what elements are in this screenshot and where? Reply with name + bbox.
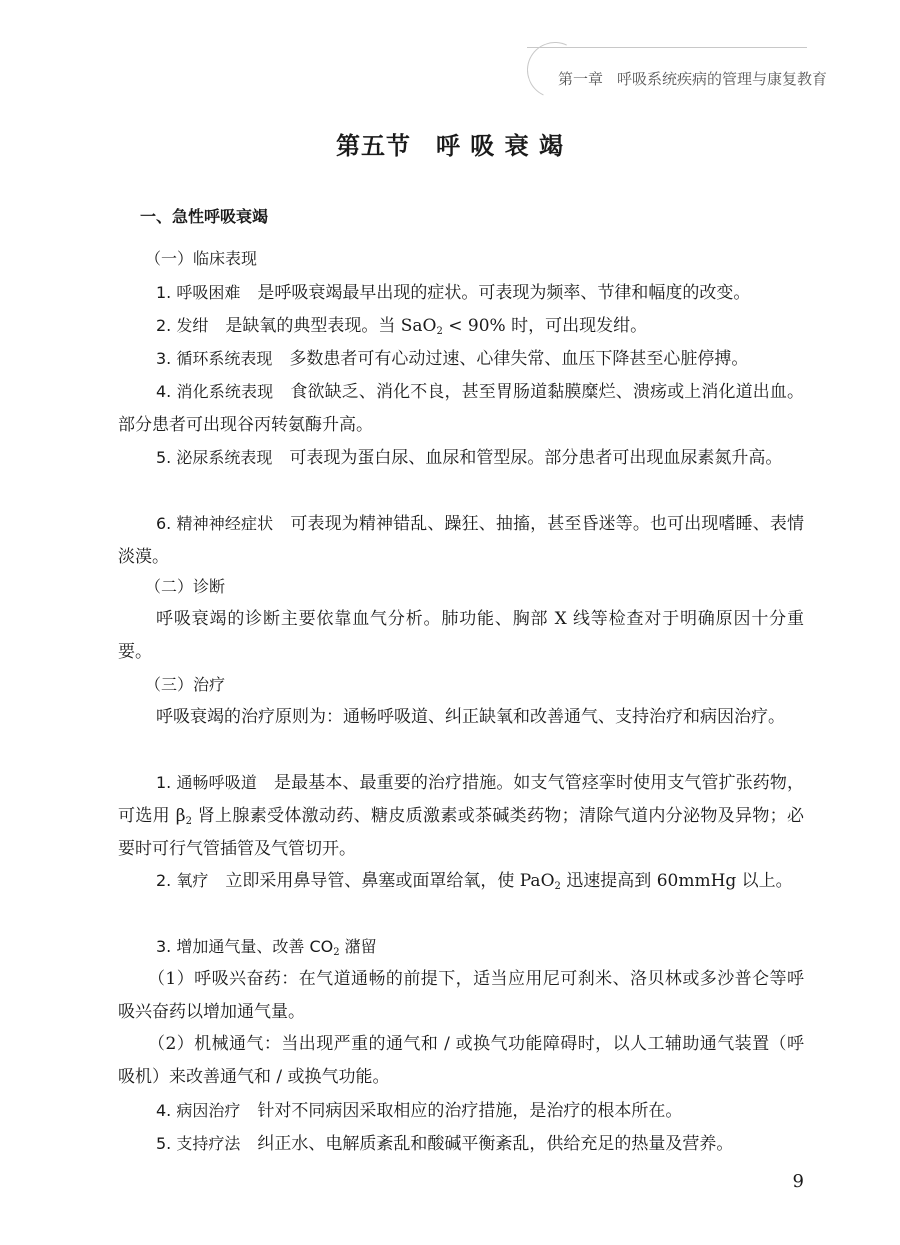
diagnosis-paragraph: 呼吸衰竭的诊断主要依靠血气分析。肺功能、胸部 X 线等检查对于明确原因十分重要。 bbox=[118, 609, 804, 662]
item-lead: 2. 发绀 bbox=[156, 316, 209, 335]
item-urinary: 5. 泌尿系统表现 可表现为蛋白尿、血尿和管型尿。部分患者可出现血尿素氮升高。 bbox=[156, 448, 783, 468]
section-title: 第五节 呼 吸 衰 竭 bbox=[335, 131, 565, 160]
item-lead: 2. 氧疗 bbox=[156, 871, 209, 890]
treatment-supportive: 5. 支持疗法 纠正水、电解质紊乱和酸碱平衡紊乱，供给充足的热量及营养。 bbox=[156, 1134, 734, 1154]
treatment-mechanical-ventilation: （2）机械通气：当出现严重的通气和 / 或换气功能障碍时，以人工辅助通气装置（呼吸机）来改善通气和 / 或换气功能。 bbox=[118, 1034, 804, 1087]
running-head bbox=[558, 68, 827, 89]
treatment-airway: 1. 通畅呼吸道 是最基本、最重要的治疗措施。如支气管痉挛时使用支气管扩张药物，可选用 $\beta_2$ 肾上腺素受体激动药、糖皮质激素或茶碱类药物；清除气道内分泌物及异物；必要时可行气管插管及气管切开。 bbox=[118, 773, 805, 859]
item-lead: 4. 消化系统表现 bbox=[156, 382, 274, 401]
item-cyanosis: 2. 发绀 是缺氧的典型表现。当 SaO$_2$ < 90% 时，可出现发绀。 bbox=[156, 316, 648, 337]
item-lead: 5. 泌尿系统表现 bbox=[156, 448, 273, 467]
item-lead: 5. 支持疗法 bbox=[156, 1134, 241, 1153]
item-circulatory: 3. 循环系统表现 多数患者可有心动过速、心律失常、血压下降甚至心脏停搏。 bbox=[156, 349, 749, 369]
chapter-number: 第一章 bbox=[558, 70, 604, 88]
page-number: 9 bbox=[792, 1171, 804, 1192]
treatment-respiratory-stimulants: （1）呼吸兴奋药：在气道通畅的前提下，适当应用尼可刹米、洛贝林或多沙普仑等呼吸兴奋药以增加通气量。 bbox=[118, 969, 804, 1022]
heading-acute-respiratory-failure: 一、急性呼吸衰竭 bbox=[140, 207, 269, 226]
item-dyspnea: 1. 呼吸困难 是呼吸衰竭最早出现的症状。可表现为频率、节律和幅度的改变。 bbox=[156, 283, 751, 303]
subheading-treatment: （三）治疗 bbox=[145, 675, 226, 694]
chapter-title: 呼吸系统疾病的管理与康复教育 bbox=[617, 70, 828, 88]
item-lead: 1. 呼吸困难 bbox=[156, 283, 241, 302]
treatment-oxygen: 2. 氧疗 立即采用鼻导管、鼻塞或面罩给氧，使 PaO$_2$ 迅速提高到 60mmHg 以上。 bbox=[156, 871, 793, 892]
item-digestive: 4. 消化系统表现 食欲缺乏、消化不良，甚至胃肠道黏膜糜烂、溃疡或上消化道出血。部分患者可出现谷丙转氨酶升高。 bbox=[118, 382, 804, 435]
item-lead: 4. 病因治疗 bbox=[156, 1101, 241, 1120]
item-lead: 6. 精神神经症状 bbox=[156, 514, 274, 533]
treatment-intro: 呼吸衰竭的治疗原则为：通畅呼吸道、纠正缺氧和改善通气、支持治疗和病因治疗。 bbox=[156, 707, 785, 727]
item-neuropsychiatric: 6. 精神神经症状 可表现为精神错乱、躁狂、抽搐，甚至昏迷等。也可出现嗜睡、表情淡漠。 bbox=[118, 514, 804, 567]
item-lead: 3. 循环系统表现 bbox=[156, 349, 273, 368]
header-rule bbox=[527, 47, 807, 48]
treatment-ventilation-heading: 3. 增加通气量、改善 $CO_2$ 潴留 bbox=[156, 937, 377, 958]
treatment-etiological: 4. 病因治疗 针对不同病因采取相应的治疗措施，是治疗的根本所在。 bbox=[156, 1101, 683, 1121]
item-lead: 1. 通畅呼吸道 bbox=[156, 773, 257, 792]
subheading-diagnosis: （二）诊断 bbox=[145, 577, 226, 596]
subheading-clinical-manifestations: （一）临床表现 bbox=[145, 249, 258, 268]
